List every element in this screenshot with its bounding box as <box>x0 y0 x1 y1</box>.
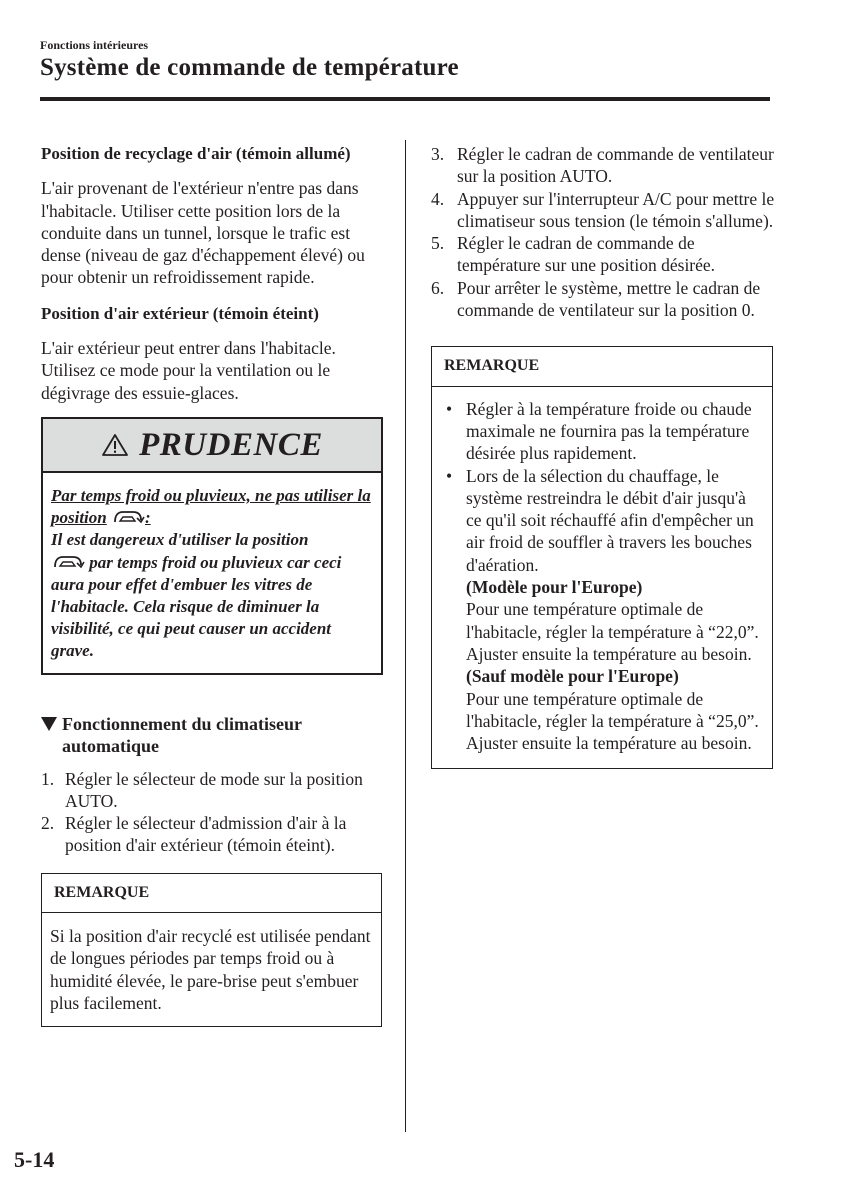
steps-list-right <box>431 143 776 321</box>
bullet-icon: • <box>446 398 453 419</box>
air-recirculation-icon <box>51 554 85 570</box>
step-number: 1. <box>41 768 55 789</box>
step-number: 3. <box>431 144 445 164</box>
heating-text: Lors de la sélection du chauffage, le système restreindra le débit d'air jusqu'à ce qu'il soit réchauffé afin d'empêcher un air froid de souffler à travers les bouches d'aération. <box>466 465 754 575</box>
list-item <box>41 812 371 857</box>
air-recirculation-icon <box>111 509 145 525</box>
outside-air-heading: Position d'air extérieur (témoin éteint) <box>41 303 319 323</box>
step-text: Régler le cadran de commande de ventilateur sur la position AUTO. <box>457 144 774 187</box>
remark-label: REMARQUE <box>432 347 772 386</box>
remark-bullet-1: Régler à la température froide ou chaude maximale ne fournira pas la température désirée plus rapidement. <box>466 398 752 464</box>
caution-line-1-end: : <box>145 508 151 528</box>
europe-model-text: Pour une température optimale de l'habitacle, régler la température à “22,0”. Ajuster ensuite la température au besoin. <box>466 599 759 664</box>
step-text: Régler le sélecteur de mode sur la position AUTO. <box>65 768 363 811</box>
outside-air-text: L'air extérieur peut entrer dans l'habitacle. Utilisez ce mode pour la ventilation ou le dégivrage des essuie-glaces. <box>41 338 336 403</box>
section-triangle-icon <box>41 717 57 731</box>
step-number: 5. <box>431 233 445 254</box>
remark-body <box>432 387 772 769</box>
caution-header <box>43 419 381 473</box>
list-item <box>431 232 776 277</box>
remark-text: Si la position d'air recyclé est utilisée pendant de longues périodes par temps froid ou à humidité élevée, le pare-brise peut s'embuer plus facilement. <box>50 926 371 1013</box>
auto-ac-heading-text: Fonctionnement du climatiseur automatique <box>62 713 302 757</box>
remark-bullet-2 <box>466 465 764 755</box>
caution-title: PRUDENCE <box>139 426 323 463</box>
bullet-icon: • <box>446 465 453 486</box>
step-number: 2. <box>41 813 55 834</box>
list-item <box>446 398 764 465</box>
step-text: Pour arrêter le système, mettre le cadran de commande de ventilateur sur la position 0. <box>457 277 761 321</box>
page-number: 5-14 <box>14 1147 55 1172</box>
auto-ac-heading <box>41 713 371 758</box>
remark-label: REMARQUE <box>42 874 381 913</box>
list-item <box>431 188 776 233</box>
right-column <box>431 143 776 769</box>
remark-box-left <box>41 873 382 1027</box>
page-title: Système de commande de température <box>40 54 459 81</box>
caution-line-1: Par temps froid ou pluvieux, ne pas utiliser la position <box>51 485 371 528</box>
list-item <box>431 143 776 188</box>
non-europe-model-text: Pour une température optimale de l'habitacle, régler la température à “25,0”. Ajuster ensuite la température au besoin. <box>466 688 759 754</box>
steps-list-left <box>41 768 371 857</box>
step-text: Régler le cadran de commande de température sur une position désirée. <box>457 233 716 276</box>
caution-box <box>41 417 383 675</box>
non-europe-model-label: (Sauf modèle pour l'Europe) <box>466 666 679 687</box>
caution-line-2-start: Il est dangereux d'utiliser la position <box>51 530 309 550</box>
step-text: Appuyer sur l'interrupteur A/C pour mettre le climatiseur sous tension (le témoin s'allume). <box>457 188 775 231</box>
section-label: Fonctions intérieures <box>40 38 149 52</box>
caution-recirc-ref <box>111 508 145 527</box>
step-number: 6. <box>431 277 445 298</box>
recirculation-text: L'air provenant de l'extérieur n'entre pas dans l'habitacle. Utiliser cette position lors de la conduite dans un tunnel, lorsque le trafic est dense (niveau de gaz d'échappement élevé) ou pour obtenir un refroidissement rapide. <box>41 178 365 288</box>
list-item <box>431 277 776 322</box>
warning-triangle-icon <box>101 433 129 457</box>
list-item <box>41 768 371 813</box>
title-rule <box>40 97 770 101</box>
caution-line-2-rest: par temps froid ou pluvieux car ceci aura pour effet d'embuer les vitres de l'habitacle. Cela risque de diminuer la visibilité, ce qui peut causer un accident grave. <box>51 552 342 661</box>
left-column <box>41 143 371 1027</box>
column-divider <box>405 140 406 1132</box>
remark-box-right <box>431 346 773 769</box>
step-text: Régler le sélecteur d'admission d'air à la position d'air extérieur (témoin éteint). <box>65 813 347 856</box>
recirculation-heading: Position de recyclage d'air (témoin allumé) <box>41 144 351 163</box>
europe-model-label: (Modèle pour l'Europe) <box>466 577 643 598</box>
list-item <box>446 465 764 755</box>
step-number: 4. <box>431 188 445 209</box>
caution-body <box>43 473 381 673</box>
